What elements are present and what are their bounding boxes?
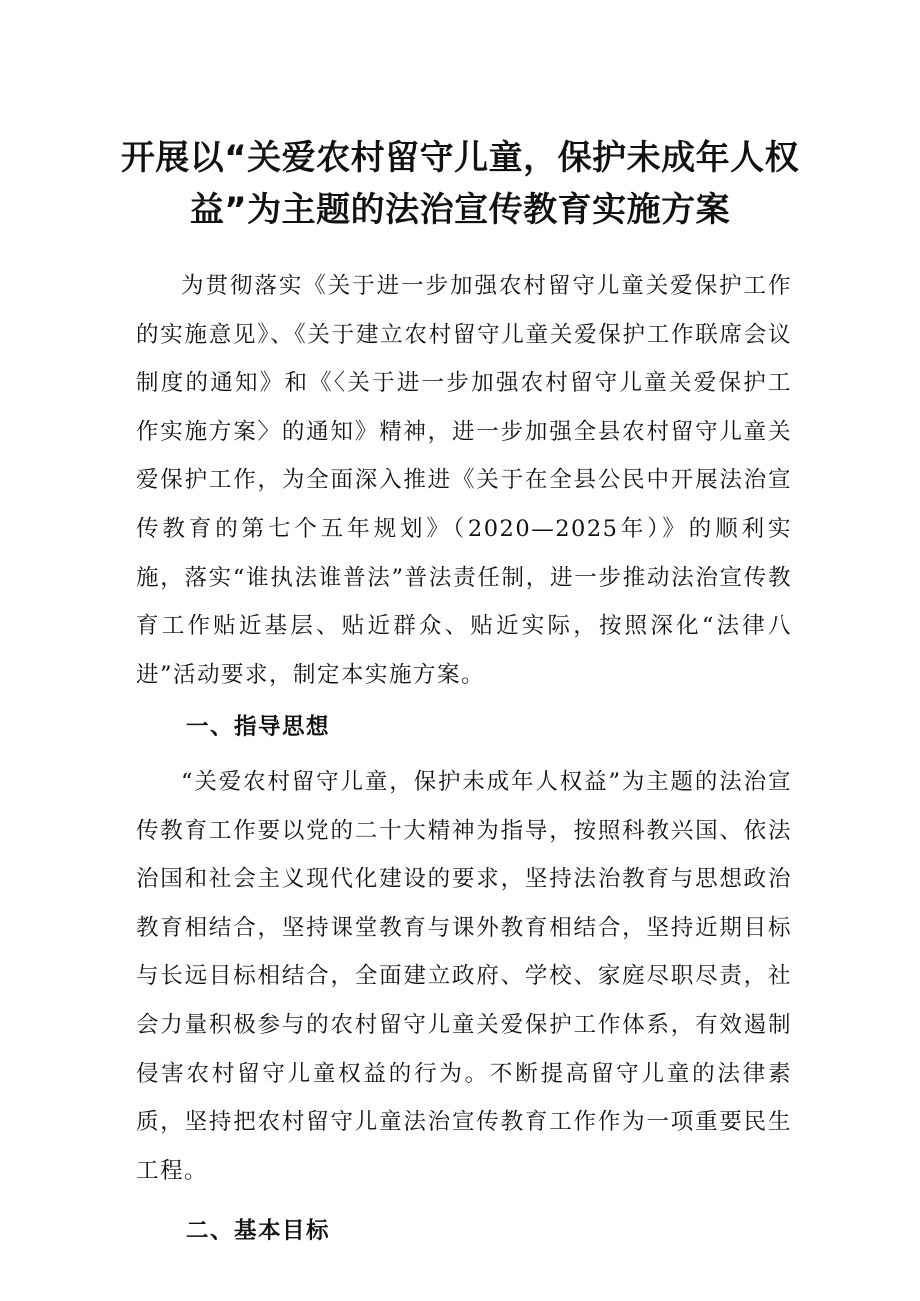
guiding-ideology-paragraph: “关爱农村留守儿童，保护未成年人权益”为主题的法治宣传教育工作要以党的二十大精神为指导，按照科教兴国、依法治国和社会主义现代化建设的要求，坚持法治教育与思想政治教育相结合，坚持课堂教育与课外教育相结合，坚持近期目标与长远目标相结合，全面建立政府、学校、家庭尽职尽责，社会力量积极参与的农村留守儿童关爱保护工作体系，有效遏制侵害农村留守儿童权益的行为。不断提高留守儿童的法律素质，坚持把农村留守儿童法治宣传教育工作作为一项重要民生工程。 [136,768,792,1184]
intro-paragraph: 为贯彻落实《关于进一步加强农村留守儿童关爱保护工作的实施意见》、《关于建立农村留守儿童关爱保护工作联席会议制度的通知》和《〈关于进一步加强农村留守儿童关爱保护工作实施方案〉的通知》精神，进一步加强全县农村留守儿童关爱保护工作，为全面深入推进《关于在全县公民中开展法治宣传教育的第七个五年规划》（2020—2025年）》的顺利实施，落实“谁执法谁普法”普法责任制，进一步推动法治宣传教育工作贴近基层、贴近群众、贴近实际，按照深化“法律八进”活动要求，制定本实施方案。 [136,273,792,688]
title-line-1: 开展以“关爱农村留守儿童，保护未成年人权 [120,138,800,178]
section-heading-guiding-ideology: 一、指导思想 [186,714,331,741]
section-heading-basic-goals: 二、基本目标 [186,1218,331,1245]
document-body [136,262,792,1256]
title-line-2: 益”为主题的法治宣传教育实施方案 [189,190,731,230]
document-title [100,132,820,236]
